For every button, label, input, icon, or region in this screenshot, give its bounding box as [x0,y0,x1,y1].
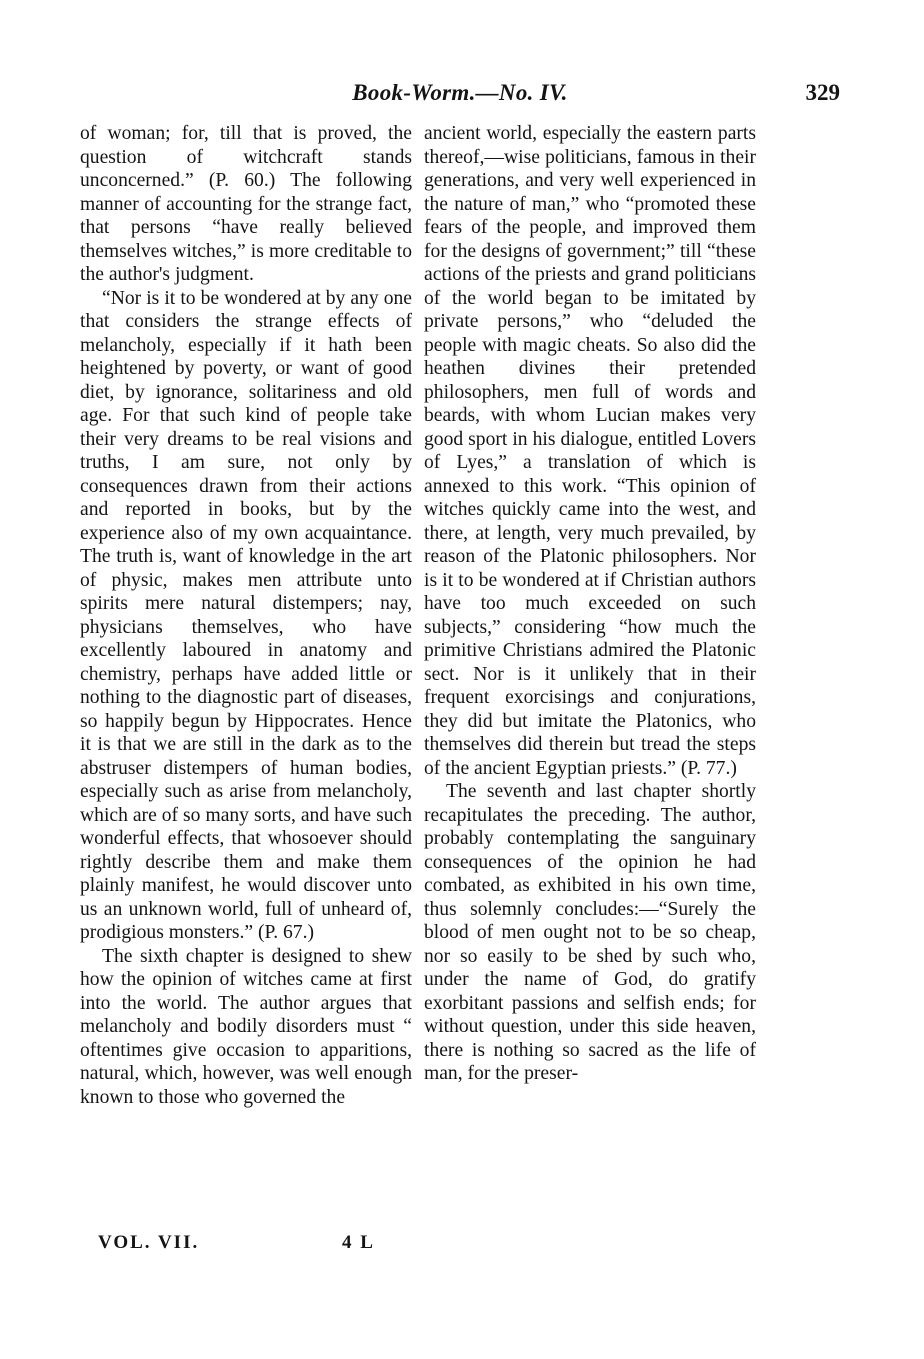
signature-mark: 4 L [342,1232,375,1253]
volume-signature: VOL. VII. [98,1232,200,1253]
left-paragraph-1: of woman; for, till that is proved, the question of witchcraft stands unconcerned.” (P. 60.) The following manner of accounting for the strange fact, that persons “have really believed themselves witches,” is more creditable to the author's judgment. [80,123,412,285]
right-column [424,122,756,1086]
right-paragraph-2: The seventh and last chapter shortly recapitulates the preceding. The author, probably contemplating the sanguinary consequences of the opinion he had combated, as exhibited in his own time, thus solemnly concludes:—“Surely the blood of men ought not to be so cheap, nor so easily to be shed by such who, under the name of God, do gratify exorbitant passions and selfish ends; for without question, under this side heaven, there is nothing so sacred as the life of man, for the preser- [424,781,756,1084]
running-title: Book-Worm.—No. IV. [352,80,568,105]
left-paragraph-2: “Nor is it to be wondered at by any one that considers the strange effects of melancholy, especially if it hath been heightened by poverty, or want of good diet, by ignorance, solitariness and old age. For that such kind of people take their very dreams to be real visions and truths, I am sure, not only by consequences drawn from their actions and reported in books, but by the experience also of my own acquaintance. The truth is, want of knowledge in the art of physic, makes men attribute unto spirits mere natural distempers; nay, physicians themselves, who have excellently laboured in anatomy and chemistry, perhaps have added little or nothing to the diagnostic part of diseases, so happily begun by Hippocrates. Hence it is that we are still in the dark as to the abstruser distempers of human bodies, especially such as arise from melancholy, which are of so many sorts, and have such wonderful effects, that whosoever should rightly describe them and make them plainly manifest, he would discover unto us an unknown world, full of unheard of, prodigious monsters.” (P. 67.) [80,287,412,943]
running-head [80,80,840,114]
left-column [80,122,412,1109]
page-number: 329 [805,80,840,105]
right-paragraph-1: ancient world, especially the eastern parts thereof,—wise politicians, famous in their generations, and very well experienced in the nature of man,” who “promoted these fears of the people, and improved them for the designs of government;” till “these actions of the priests and grand politicians of the world began to be imitated by private persons,” who “deluded the people with magic cheats. So also did the heathen divines their pretended philosophers, men full of words and beards, with whom Lucian makes very good sport in his dialogue, entitled Lovers of Lyes,” a translation of which is annexed to this work. “This opinion of witches quickly came into the west, and there, at length, very much prevailed, by reason of the Platonic philosophers. Nor is it to be wondered at if Christian authors have too much exceeded on such subjects,” considering “how much the primitive Christians admired the Platonic sect. Nor is it unlikely that in their frequent exorcisings and conjurations, they did but imitate the Platonics, who themselves did therein but tread the steps of the ancient Egyptian priests.” (P. 77.) [424,123,756,779]
left-paragraph-3: The sixth chapter is designed to shew how the opinion of witches came at first into the world. The author argues that melancholy and bodily disorders must “ oftentimes give occasion to apparitions, natural, which, however, was well enough known to those who governed the [80,945,412,1108]
